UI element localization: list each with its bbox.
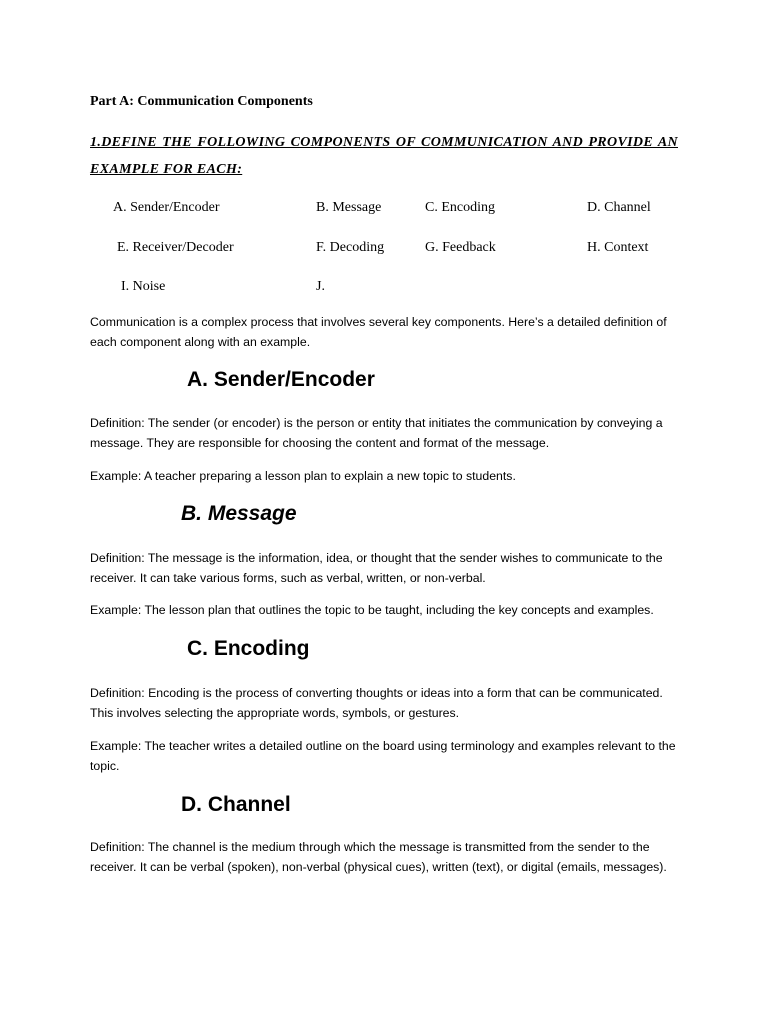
component-item-encoding: C. Encoding (425, 200, 495, 215)
section-example-encoding: Example: The teacher writes a detailed outline on the board using terminology and examples relevant to the topic. (90, 739, 676, 773)
component-item-message: B. Message (316, 200, 382, 215)
part-title: Part A: Communication Components (90, 94, 313, 109)
component-item-decoding: F. Decoding (316, 240, 385, 255)
component-item-j: J. (316, 279, 325, 294)
section-definition-message: Definition: The message is the information, idea, or thought that the sender wishes to communicate to the receiver. It can take various forms, such as verbal, written, or non-verbal. (90, 551, 663, 585)
section-definition-encoding: Definition: Encoding is the process of converting thoughts or ideas into a form that can be communicated. This involves selecting the appropriate words, symbols, or gestures. (90, 686, 663, 720)
section-heading-encoding: C. Encoding (187, 637, 310, 660)
intro-paragraph: Communication is a complex process that involves several key components. Here’s a detailed definition of each component along with an example. (90, 315, 667, 349)
section-heading-channel: D. Channel (181, 793, 291, 816)
component-item-noise: I. Noise (121, 279, 166, 294)
component-item-feedback: G. Feedback (425, 240, 496, 255)
section-definition-sender: Definition: The sender (or encoder) is the person or entity that initiates the communication by conveying a message. They are responsible for choosing the content and format of the message. (90, 416, 663, 450)
component-item-receiver: E. Receiver/Decoder (117, 240, 234, 255)
component-item-context: H. Context (587, 240, 649, 255)
section-example-message: Example: The lesson plan that outlines the topic to be taught, including the key concepts and examples. (90, 603, 654, 617)
section-heading-message: B. Message (181, 502, 297, 525)
component-item-sender: A. Sender/Encoder (113, 200, 220, 215)
section-heading-sender: A. Sender/Encoder (187, 368, 375, 391)
section-definition-channel: Definition: The channel is the medium through which the message is transmitted from the sender to the receiver. It can be verbal (spoken), non-verbal (physical cues), written (text), or digital (emails, messages). (90, 840, 667, 874)
question-heading: 1.DEFINE THE FOLLOWING COMPONENTS OF COMMUNICATION AND PROVIDE AN EXAMPLE FOR EACH: (90, 135, 678, 177)
section-example-sender: Example: A teacher preparing a lesson plan to explain a new topic to students. (90, 469, 516, 483)
component-item-channel: D. Channel (587, 200, 651, 215)
